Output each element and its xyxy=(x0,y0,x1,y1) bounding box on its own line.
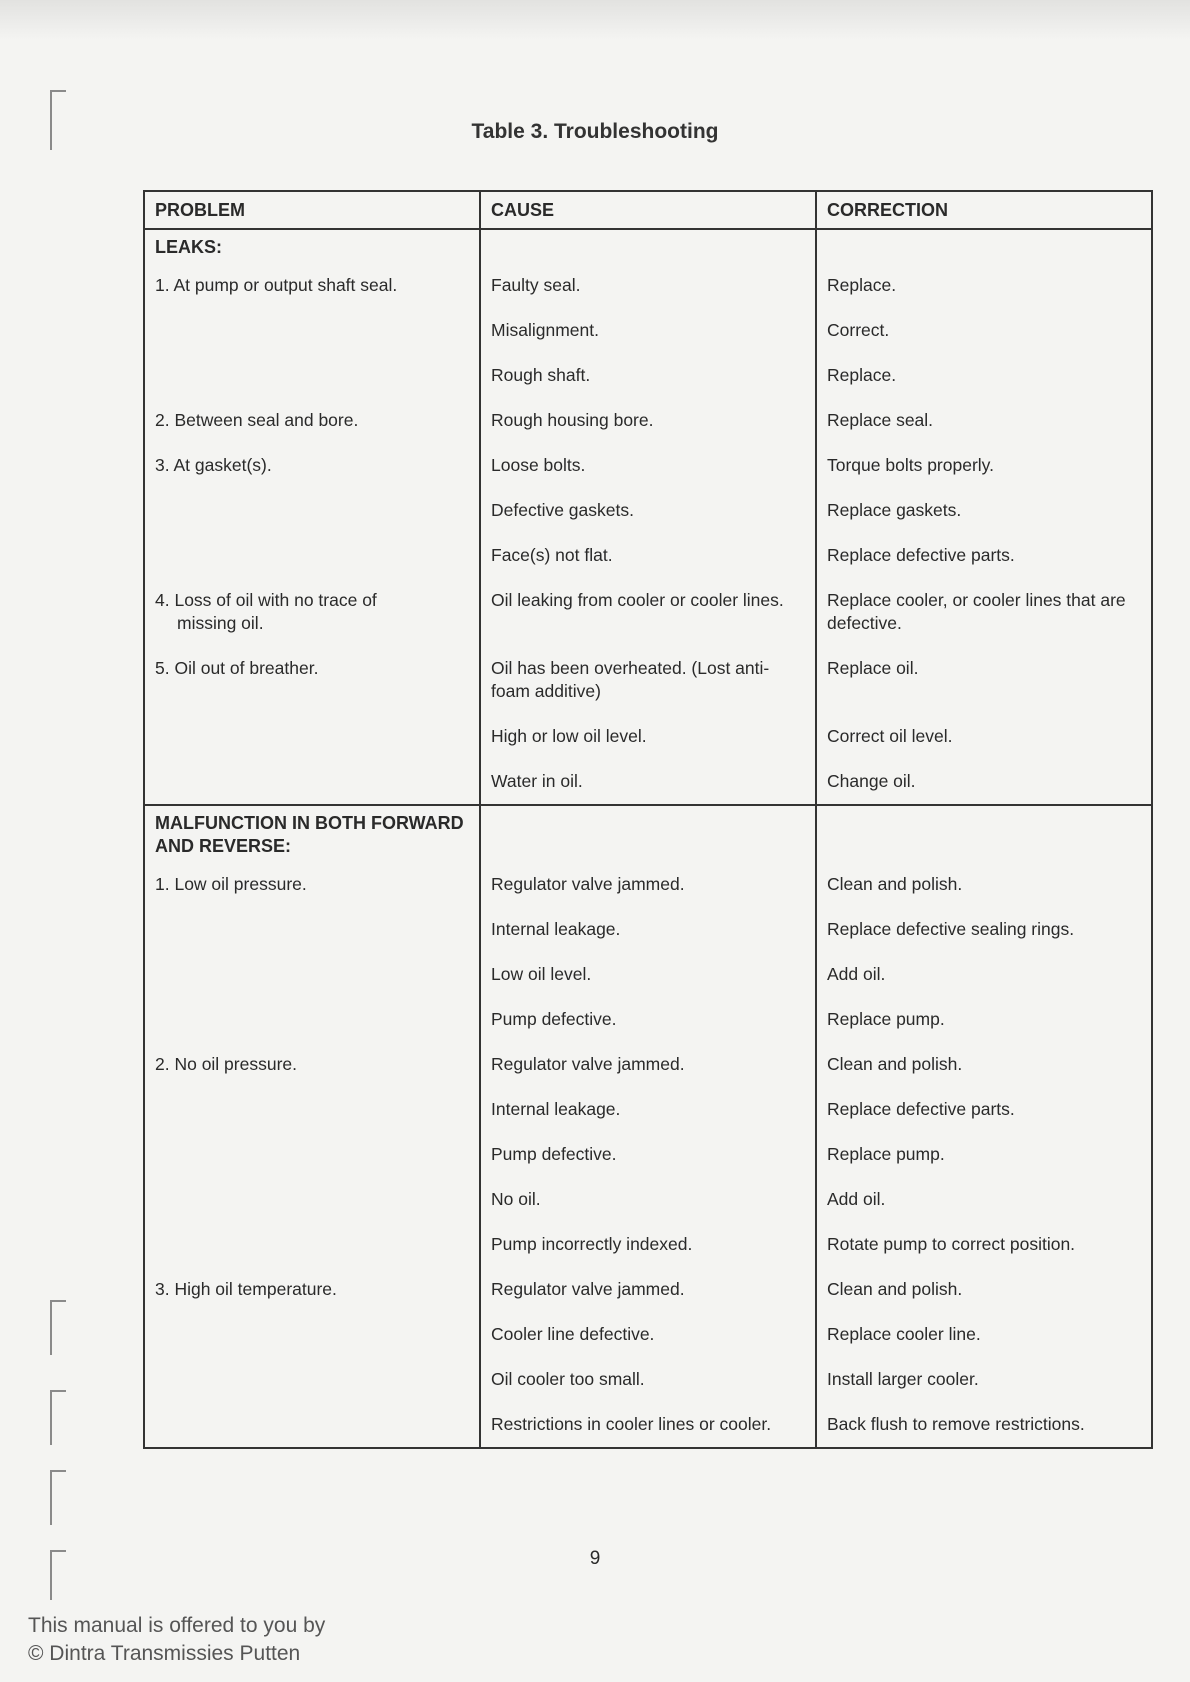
correction-text: Replace. xyxy=(827,365,897,385)
cause-text: Defective gaskets. xyxy=(491,500,634,520)
correction-text: Add oil. xyxy=(827,964,886,984)
correction-text: Correct oil level. xyxy=(827,726,953,746)
cause-text: Regulator valve jammed. xyxy=(491,1279,685,1299)
correction-cell xyxy=(816,1087,1152,1132)
table-header-row xyxy=(144,191,1152,229)
table-row xyxy=(144,997,1152,1042)
problem-label: 1. Low oil pressure. xyxy=(155,874,307,894)
correction-text: Replace pump. xyxy=(827,1009,945,1029)
cause-cell xyxy=(480,907,816,952)
table-row xyxy=(144,1222,1152,1267)
cause-cell xyxy=(480,1042,816,1087)
binding-mark xyxy=(50,1470,66,1472)
column-header-cause: CAUSE xyxy=(480,191,816,229)
correction-text: Install larger cooler. xyxy=(827,1369,979,1389)
correction-cell xyxy=(816,353,1152,398)
cause-text: Cooler line defective. xyxy=(491,1324,655,1344)
cause-text: No oil. xyxy=(491,1189,541,1209)
correction-cell xyxy=(816,646,1152,714)
cause-text: Loose bolts. xyxy=(491,455,586,475)
correction-cell xyxy=(816,952,1152,997)
correction-text: Replace oil. xyxy=(827,658,919,678)
table-row xyxy=(144,398,1152,443)
correction-cell xyxy=(816,263,1152,308)
problem-cell xyxy=(144,952,480,997)
cause-cell xyxy=(480,1132,816,1177)
correction-text: Replace defective parts. xyxy=(827,1099,1015,1119)
problem-label-continued: missing oil. xyxy=(177,613,264,633)
correction-text: Replace defective parts. xyxy=(827,545,1015,565)
binding-mark xyxy=(50,1390,52,1445)
cause-cell xyxy=(480,443,816,488)
correction-text: Clean and polish. xyxy=(827,1279,963,1299)
correction-text: Rotate pump to correct position. xyxy=(827,1234,1076,1254)
footer xyxy=(28,1612,325,1668)
correction-text: Clean and polish. xyxy=(827,874,963,894)
column-header-problem: PROBLEM xyxy=(144,191,480,229)
correction-text: Replace defective sealing rings. xyxy=(827,919,1075,939)
cause-text: Regulator valve jammed. xyxy=(491,1054,685,1074)
cause-text: Internal leakage. xyxy=(491,919,621,939)
empty-cell xyxy=(480,805,816,862)
cause-cell xyxy=(480,353,816,398)
cause-text: Oil leaking from cooler or cooler lines. xyxy=(491,590,784,610)
correction-text: Replace seal. xyxy=(827,410,934,430)
problem-cell xyxy=(144,1177,480,1222)
table-row xyxy=(144,714,1152,759)
cause-cell xyxy=(480,1177,816,1222)
page-title: Table 3. Troubleshooting xyxy=(471,120,719,143)
correction-text: Change oil. xyxy=(827,771,916,791)
table-row xyxy=(144,1132,1152,1177)
problem-cell xyxy=(144,1042,480,1087)
problem-label: 5. Oil out of breather. xyxy=(155,658,319,678)
cause-text: Pump defective. xyxy=(491,1144,617,1164)
cause-text: Pump incorrectly indexed. xyxy=(491,1234,693,1254)
problem-cell xyxy=(144,443,480,488)
correction-text: Replace. xyxy=(827,275,897,295)
table-row xyxy=(144,533,1152,578)
problem-cell xyxy=(144,1402,480,1448)
problem-cell xyxy=(144,398,480,443)
problem-label: 2. No oil pressure. xyxy=(155,1054,298,1074)
table-row xyxy=(144,1087,1152,1132)
table-row xyxy=(144,1042,1152,1087)
correction-cell xyxy=(816,714,1152,759)
troubleshooting-table xyxy=(143,190,1153,1449)
cause-text: Rough shaft. xyxy=(491,365,591,385)
problem-label: 3. High oil temperature. xyxy=(155,1279,337,1299)
cause-text: Faulty seal. xyxy=(491,275,581,295)
cause-cell xyxy=(480,263,816,308)
table-row xyxy=(144,488,1152,533)
correction-cell xyxy=(816,308,1152,353)
correction-text: Replace pump. xyxy=(827,1144,945,1164)
footer-line-1: This manual is offered to you by xyxy=(28,1614,326,1637)
problem-label: 2. Between seal and bore. xyxy=(155,410,359,430)
empty-cell xyxy=(816,229,1152,263)
table-row xyxy=(144,759,1152,805)
footer-line-2: © Dintra Transmissies Putten xyxy=(28,1642,301,1665)
column-header-correction: CORRECTION xyxy=(816,191,1152,229)
cause-text: Misalignment. xyxy=(491,320,599,340)
page-number: 9 xyxy=(589,1548,601,1569)
correction-text: Correct. xyxy=(827,320,890,340)
cause-text: Pump defective. xyxy=(491,1009,617,1029)
problem-cell xyxy=(144,488,480,533)
section-title: MALFUNCTION IN BOTH FORWARD AND REVERSE: xyxy=(144,805,480,862)
problem-cell xyxy=(144,997,480,1042)
problem-cell xyxy=(144,263,480,308)
correction-cell xyxy=(816,1132,1152,1177)
table-row xyxy=(144,1177,1152,1222)
table-row xyxy=(144,263,1152,308)
cause-text: Internal leakage. xyxy=(491,1099,621,1119)
binding-mark xyxy=(50,1470,52,1525)
correction-text: Add oil. xyxy=(827,1189,886,1209)
problem-cell xyxy=(144,1222,480,1267)
correction-cell xyxy=(816,997,1152,1042)
correction-cell xyxy=(816,488,1152,533)
table-row xyxy=(144,1357,1152,1402)
problem-label: 3. At gasket(s). xyxy=(155,455,272,475)
problem-cell xyxy=(144,353,480,398)
cause-text: Rough housing bore. xyxy=(491,410,654,430)
binding-mark xyxy=(50,90,66,92)
cause-text: Water in oil. xyxy=(491,771,583,791)
problem-cell xyxy=(144,1087,480,1132)
table-row xyxy=(144,907,1152,952)
empty-cell xyxy=(480,229,816,263)
correction-cell xyxy=(816,1312,1152,1357)
cause-text: Low oil level. xyxy=(491,964,592,984)
table-row xyxy=(144,862,1152,907)
correction-text: Torque bolts properly. xyxy=(827,455,994,475)
problem-cell xyxy=(144,1132,480,1177)
cause-cell xyxy=(480,1087,816,1132)
cause-cell xyxy=(480,759,816,805)
cause-text: Regulator valve jammed. xyxy=(491,874,685,894)
cause-cell xyxy=(480,997,816,1042)
cause-cell xyxy=(480,714,816,759)
table-row xyxy=(144,1267,1152,1312)
problem-cell xyxy=(144,578,480,646)
table-row xyxy=(144,952,1152,997)
correction-cell xyxy=(816,862,1152,907)
correction-cell xyxy=(816,1042,1152,1087)
problem-cell xyxy=(144,1267,480,1312)
correction-cell xyxy=(816,1222,1152,1267)
correction-cell xyxy=(816,443,1152,488)
cause-cell xyxy=(480,578,816,646)
section-header-row xyxy=(144,229,1152,263)
correction-text: Replace gaskets. xyxy=(827,500,962,520)
correction-cell xyxy=(816,907,1152,952)
problem-cell xyxy=(144,533,480,578)
cause-cell xyxy=(480,1267,816,1312)
table-row xyxy=(144,353,1152,398)
table-body xyxy=(144,229,1152,1448)
cause-cell xyxy=(480,862,816,907)
table-row xyxy=(144,1312,1152,1357)
section-header-row xyxy=(144,805,1152,862)
cause-text: High or low oil level. xyxy=(491,726,647,746)
correction-cell xyxy=(816,398,1152,443)
correction-text: Clean and polish. xyxy=(827,1054,963,1074)
table-row xyxy=(144,443,1152,488)
problem-label: 1. At pump or output shaft seal. xyxy=(155,275,398,295)
problem-cell xyxy=(144,907,480,952)
correction-cell xyxy=(816,759,1152,805)
cause-text: Oil has been overheated. (Lost anti-foam additive) xyxy=(491,658,770,701)
cause-text: Restrictions in cooler lines or cooler. xyxy=(491,1414,772,1434)
problem-cell xyxy=(144,646,480,714)
cause-text: Face(s) not flat. xyxy=(491,545,613,565)
empty-cell xyxy=(816,805,1152,862)
correction-cell xyxy=(816,578,1152,646)
binding-mark xyxy=(50,1390,66,1392)
cause-cell xyxy=(480,1402,816,1448)
problem-cell xyxy=(144,1312,480,1357)
cause-cell xyxy=(480,533,816,578)
problem-cell xyxy=(144,759,480,805)
problem-cell xyxy=(144,1357,480,1402)
section-title: LEAKS: xyxy=(144,229,480,263)
correction-cell xyxy=(816,533,1152,578)
cause-cell xyxy=(480,308,816,353)
correction-cell xyxy=(816,1267,1152,1312)
cause-cell xyxy=(480,1222,816,1267)
table-row xyxy=(144,1402,1152,1448)
cause-cell xyxy=(480,488,816,533)
cause-text: Oil cooler too small. xyxy=(491,1369,645,1389)
binding-mark xyxy=(50,1300,52,1355)
correction-cell xyxy=(816,1357,1152,1402)
problem-label: 4. Loss of oil with no trace of xyxy=(155,590,377,610)
scan-shadow xyxy=(0,0,1190,40)
problem-cell xyxy=(144,714,480,759)
table-row xyxy=(144,308,1152,353)
correction-cell xyxy=(816,1402,1152,1448)
cause-cell xyxy=(480,646,816,714)
cause-cell xyxy=(480,1357,816,1402)
correction-text: Replace cooler line. xyxy=(827,1324,981,1344)
problem-cell xyxy=(144,862,480,907)
problem-cell xyxy=(144,308,480,353)
cause-cell xyxy=(480,1312,816,1357)
cause-cell xyxy=(480,398,816,443)
table-row xyxy=(144,646,1152,714)
correction-text: Back flush to remove restrictions. xyxy=(827,1414,1085,1434)
correction-cell xyxy=(816,1177,1152,1222)
correction-text: Replace cooler, or cooler lines that are defective. xyxy=(827,590,1126,633)
cause-cell xyxy=(480,952,816,997)
binding-mark xyxy=(50,1300,66,1302)
table-row xyxy=(144,578,1152,646)
